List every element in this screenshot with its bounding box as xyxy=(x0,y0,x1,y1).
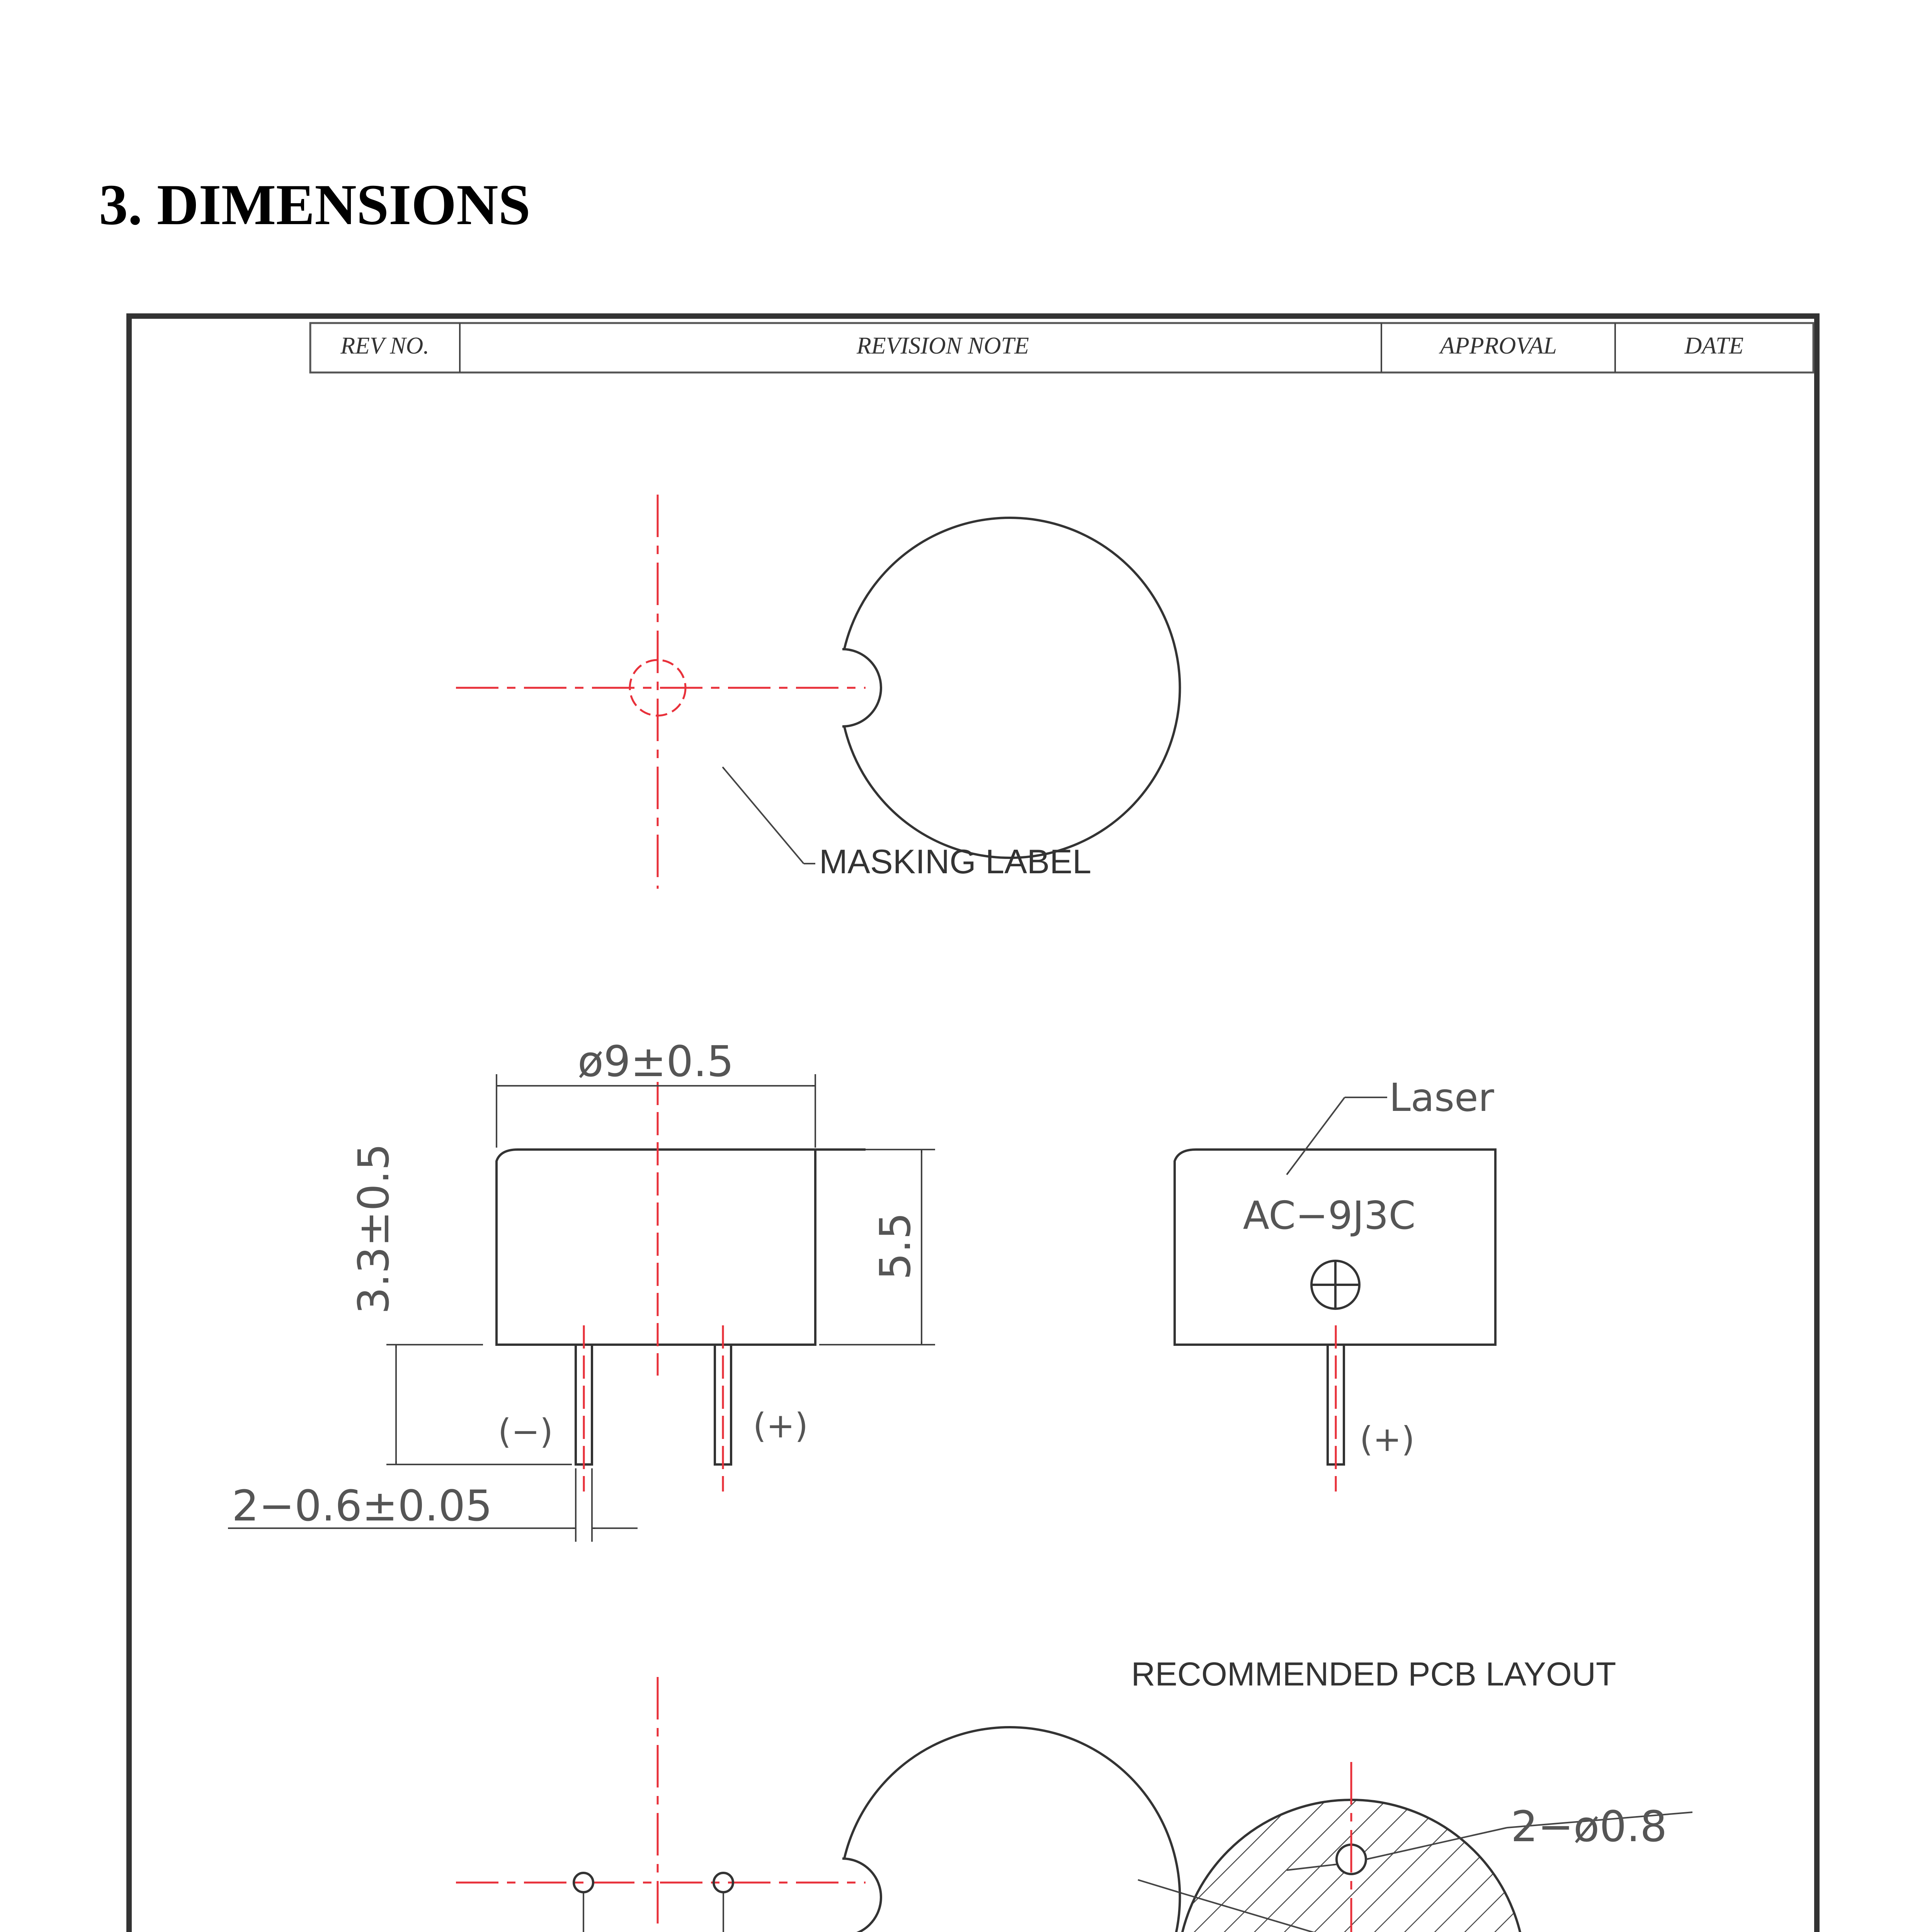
laser-callout: Laser xyxy=(1389,1075,1494,1120)
marking-view xyxy=(1175,1075,1495,1492)
date-header: DATE xyxy=(1684,333,1744,359)
pcb-layout xyxy=(1131,1656,1692,1932)
pcb-hole-dimension: 2−ø0.8 xyxy=(1511,1802,1667,1851)
revision-note-header: REVISION NOTE xyxy=(856,333,1029,359)
negative-pin-label: (−) xyxy=(498,1412,553,1451)
pin-height-dimension: 3.3±0.5 xyxy=(349,1143,398,1315)
top-view xyxy=(456,495,1180,889)
rev-no-header: REV NO. xyxy=(340,333,429,359)
pin-width-dimension: 2−0.6±0.05 xyxy=(232,1481,493,1531)
pcb-layout-title: RECOMMENDED PCB LAYOUT xyxy=(1131,1656,1616,1693)
marking-positive-pin-label: (+) xyxy=(1359,1419,1415,1459)
side-view xyxy=(228,1037,935,1542)
diameter-dimension: ø9±0.5 xyxy=(577,1037,734,1086)
positive-pin-label: (+) xyxy=(753,1406,808,1446)
masking-label-callout: MASKING LABEL xyxy=(819,842,1092,881)
section-heading: 3. DIMENSIONS xyxy=(99,173,531,237)
marking-text: AC−9J3C xyxy=(1243,1193,1416,1238)
bottom-view xyxy=(410,1677,1180,1932)
body-height-dimension: 5.5 xyxy=(871,1212,920,1280)
approval-header: APPROVAL xyxy=(1440,333,1557,359)
revision-table xyxy=(310,323,1813,372)
